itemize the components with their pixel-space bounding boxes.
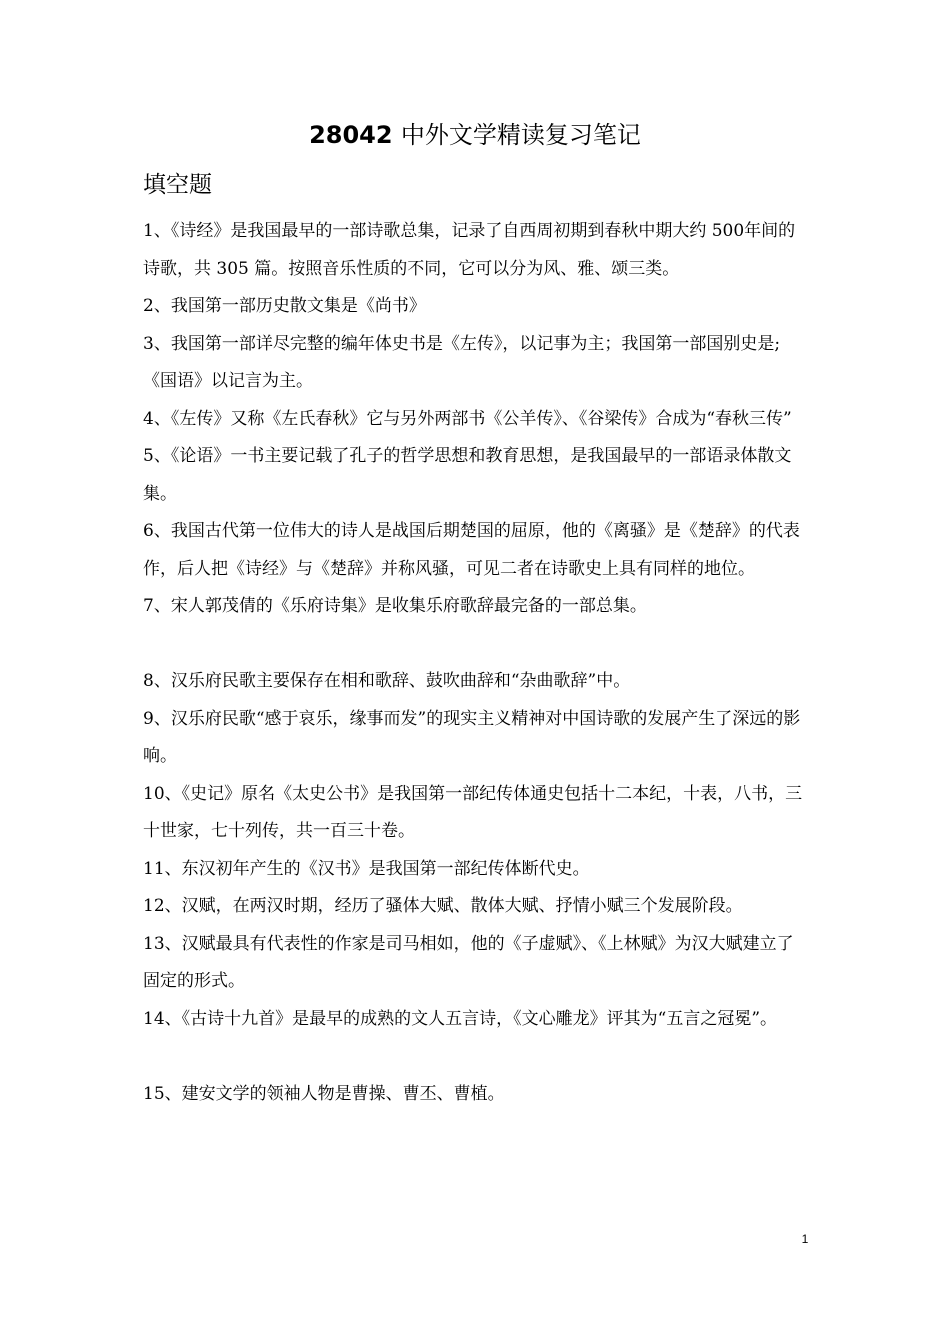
list-item: 14、《古诗十九首》是最早的成熟的文人五言诗，《文心雕龙》评其为“五言之冠冕”。 <box>143 1008 778 1029</box>
list-item: 15、建安文学的领袖人物是曹操、曹丕、曹植。 <box>143 1083 505 1104</box>
blank-line <box>143 1038 809 1076</box>
document-title <box>0 118 950 152</box>
page-number: 1 <box>801 1232 809 1246</box>
list-item: 11、东汉初年产生的《汉书》是我国第一部纪传体断代史。 <box>143 858 590 879</box>
list-item: 8、汉乐府民歌主要保存在相和歌辞、鼓吹曲辞和“杂曲歌辞”中。 <box>143 671 631 691</box>
list-item: 2、我国第一部历史散文集是《尚书》 <box>143 296 426 316</box>
list-item: 3、我国第一部详尽完整的编年体史书是《左传》，以记事为主；我国第一部国别史是;《国语》以记言为主。 <box>143 333 781 391</box>
course-code: 28042 <box>309 121 393 149</box>
course-title: 中外文学精读复习笔记 <box>400 121 641 149</box>
question-list <box>143 213 809 1113</box>
blank-line <box>143 626 809 664</box>
list-item: 5、《论语》一书主要记载了孔子的哲学思想和教育思想，是我国最早的一部语录体散文集。 <box>143 446 792 504</box>
list-item: 12、汉赋，在两汉时期，经历了骚体大赋、散体大赋、抒情小赋三个发展阶段。 <box>143 896 743 916</box>
list-item: 6、我国古代第一位伟大的诗人是战国后期楚国的屈原，他的《离骚》是《楚辞》的代表作，后人把《诗经》与《楚辞》并称风骚，可见二者在诗歌史上具有同样的地位。 <box>143 521 800 579</box>
section-heading: 填空题 <box>143 172 212 198</box>
list-item: 13、汉赋最具有代表性的作家是司马相如，他的《子虚赋》、《上林赋》为汉大赋建立了固定的形式。 <box>143 933 794 991</box>
list-item: 9、汉乐府民歌“感于哀乐，缘事而发”的现实主义精神对中国诗歌的发展产生了深远的影响。 <box>143 708 801 766</box>
list-item: 4、《左传》又称《左氏春秋》它与另外两部书《公羊传》、《谷梁传》合成为“春秋三传” <box>143 408 792 429</box>
list-item: 7、宋人郭茂倩的《乐府诗集》是收集乐府歌辞最完备的一部总集。 <box>143 596 647 616</box>
list-item: 1、《诗经》是我国最早的一部诗歌总集，记录了自西周初期到春秋中期大约 500年间的诗歌，共 305 篇。按照音乐性质的不同，它可以分为风、雅、颂三类。 <box>143 221 796 279</box>
list-item: 10、《史记》原名《太史公书》是我国第一部纪传体通史包括十二本纪，十表，八书，三十世家，七十列传，共一百三十卷。 <box>143 783 803 841</box>
